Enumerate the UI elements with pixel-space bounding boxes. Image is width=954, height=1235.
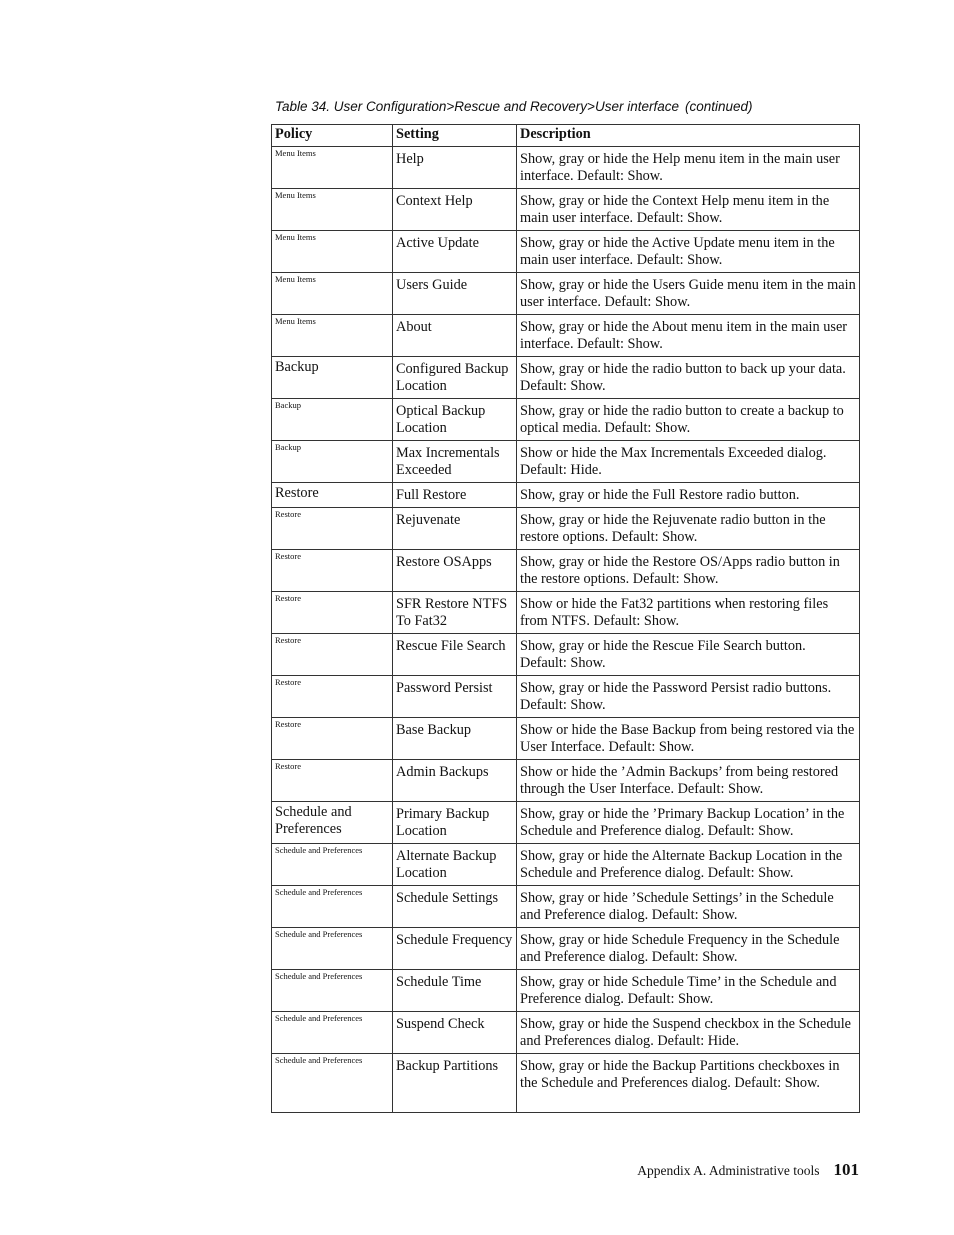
policy-label: Schedule and Preferences	[275, 887, 363, 897]
policy-label: Restore	[275, 509, 301, 519]
table-row	[272, 508, 860, 550]
table-row	[272, 399, 860, 441]
policy-label: Schedule and Preferences	[275, 845, 363, 855]
table-row	[272, 1012, 860, 1054]
policy-label: Restore	[275, 635, 301, 645]
table-row	[272, 550, 860, 592]
description-cell: Show or hide the Base Backup from being restored via the User Interface. Default: Show.	[517, 718, 860, 760]
column-header-description: Description	[517, 125, 860, 147]
policy-cell	[272, 1054, 393, 1113]
description-cell: Show, gray or hide the Password Persist radio buttons. Default: Show.	[517, 676, 860, 718]
setting-cell: SFR Restore NTFS To Fat32	[393, 592, 517, 634]
description-cell: Show, gray or hide the Help menu item in the main user interface. Default: Show.	[517, 147, 860, 189]
policy-label: Backup	[275, 400, 301, 410]
table-row	[272, 483, 860, 508]
policy-cell	[272, 483, 393, 508]
table-row	[272, 357, 860, 399]
table-row	[272, 802, 860, 844]
policy-table	[271, 124, 860, 1113]
page-footer	[637, 1160, 859, 1180]
policy-cell	[272, 634, 393, 676]
footer-text: Appendix A. Administrative tools	[637, 1163, 820, 1178]
policy-label: Schedule and Preferences	[275, 804, 352, 837]
description-cell: Show, gray or hide the radio button to create a backup to optical media. Default: Show.	[517, 399, 860, 441]
setting-cell: Help	[393, 147, 517, 189]
description-cell: Show, gray or hide the ’Primary Backup Location’ in the Schedule and Preference dialog. Default: Show.	[517, 802, 860, 844]
table-row	[272, 231, 860, 273]
description-cell: Show, gray or hide the Rescue File Search button. Default: Show.	[517, 634, 860, 676]
caption-text: Table 34. User Configuration>Rescue and Recovery>User interface	[275, 99, 679, 114]
table-row	[272, 928, 860, 970]
policy-cell	[272, 760, 393, 802]
policy-label: Restore	[275, 677, 301, 687]
setting-cell: Schedule Frequency	[393, 928, 517, 970]
description-cell: Show, gray or hide the Backup Partitions checkboxes in the Schedule and Preferences dialog. Default: Show.	[517, 1054, 860, 1113]
table-row	[272, 1054, 860, 1113]
policy-label: Restore	[275, 761, 301, 771]
description-cell: Show, gray or hide the Suspend checkbox in the Schedule and Preferences dialog. Default: Hide.	[517, 1012, 860, 1054]
description-cell: Show, gray or hide the radio button to back up your data. Default: Show.	[517, 357, 860, 399]
setting-cell: Max Incrementals Exceeded	[393, 441, 517, 483]
policy-cell	[272, 970, 393, 1012]
setting-cell: Password Persist	[393, 676, 517, 718]
setting-cell: Restore OSApps	[393, 550, 517, 592]
policy-cell	[272, 592, 393, 634]
table-row	[272, 970, 860, 1012]
table-caption	[275, 99, 753, 114]
policy-label: Menu Items	[275, 316, 316, 326]
table-body	[272, 147, 860, 1113]
policy-label: Restore	[275, 593, 301, 603]
policy-cell	[272, 441, 393, 483]
table-header-row	[272, 125, 860, 147]
setting-cell: About	[393, 315, 517, 357]
policy-cell	[272, 399, 393, 441]
setting-cell: Optical Backup Location	[393, 399, 517, 441]
table-row	[272, 634, 860, 676]
description-cell: Show or hide the Fat32 partitions when restoring files from NTFS. Default: Show.	[517, 592, 860, 634]
policy-cell	[272, 550, 393, 592]
page-number: 101	[833, 1160, 859, 1179]
column-header-policy: Policy	[272, 125, 393, 147]
policy-label: Menu Items	[275, 232, 316, 242]
description-cell: Show or hide the ’Admin Backups’ from being restored through the User Interface. Default: Show.	[517, 760, 860, 802]
policy-label: Menu Items	[275, 190, 316, 200]
table-row	[272, 147, 860, 189]
description-cell: Show or hide the Max Incrementals Exceeded dialog. Default: Hide.	[517, 441, 860, 483]
table-row	[272, 315, 860, 357]
policy-label: Schedule and Preferences	[275, 1055, 363, 1065]
description-cell: Show, gray or hide Schedule Frequency in the Schedule and Preference dialog. Default: Show.	[517, 928, 860, 970]
policy-cell	[272, 676, 393, 718]
description-cell: Show, gray or hide the Users Guide menu item in the main user interface. Default: Show.	[517, 273, 860, 315]
setting-cell: Base Backup	[393, 718, 517, 760]
table-row	[272, 592, 860, 634]
description-cell: Show, gray or hide ’Schedule Settings’ in the Schedule and Preference dialog. Default: Show.	[517, 886, 860, 928]
policy-cell	[272, 886, 393, 928]
policy-label: Restore	[275, 485, 319, 501]
policy-label: Schedule and Preferences	[275, 971, 363, 981]
table-row	[272, 844, 860, 886]
description-cell: Show, gray or hide Schedule Time’ in the Schedule and Preference dialog. Default: Show.	[517, 970, 860, 1012]
setting-cell: Rescue File Search	[393, 634, 517, 676]
description-cell: Show, gray or hide the Rejuvenate radio button in the restore options. Default: Show.	[517, 508, 860, 550]
policy-cell	[272, 315, 393, 357]
column-header-setting: Setting	[393, 125, 517, 147]
table-row	[272, 886, 860, 928]
setting-cell: Backup Partitions	[393, 1054, 517, 1113]
policy-cell	[272, 802, 393, 844]
setting-cell: Active Update	[393, 231, 517, 273]
description-cell: Show, gray or hide the About menu item in the main user interface. Default: Show.	[517, 315, 860, 357]
description-cell: Show, gray or hide the Active Update menu item in the main user interface. Default: Show.	[517, 231, 860, 273]
table-row	[272, 760, 860, 802]
policy-label: Backup	[275, 442, 301, 452]
setting-cell: Full Restore	[393, 483, 517, 508]
table-row	[272, 273, 860, 315]
policy-cell	[272, 357, 393, 399]
caption-continued: (continued)	[684, 99, 753, 114]
policy-cell	[272, 189, 393, 231]
policy-cell	[272, 147, 393, 189]
policy-label: Restore	[275, 719, 301, 729]
setting-cell: Context Help	[393, 189, 517, 231]
setting-cell: Admin Backups	[393, 760, 517, 802]
policy-cell	[272, 508, 393, 550]
policy-cell	[272, 273, 393, 315]
setting-cell: Schedule Settings	[393, 886, 517, 928]
description-cell: Show, gray or hide the Alternate Backup Location in the Schedule and Preference dialog. Default: Show.	[517, 844, 860, 886]
policy-label: Menu Items	[275, 148, 316, 158]
table-row	[272, 189, 860, 231]
description-cell: Show, gray or hide the Restore OS/Apps radio button in the restore options. Default: Show.	[517, 550, 860, 592]
setting-cell: Users Guide	[393, 273, 517, 315]
table-row	[272, 676, 860, 718]
setting-cell: Schedule Time	[393, 970, 517, 1012]
setting-cell: Suspend Check	[393, 1012, 517, 1054]
setting-cell: Rejuvenate	[393, 508, 517, 550]
description-cell: Show, gray or hide the Full Restore radio button.	[517, 483, 860, 508]
setting-cell: Primary Backup Location	[393, 802, 517, 844]
policy-label: Schedule and Preferences	[275, 929, 363, 939]
table-row	[272, 718, 860, 760]
policy-label: Schedule and Preferences	[275, 1013, 363, 1023]
policy-cell	[272, 718, 393, 760]
setting-cell: Alternate Backup Location	[393, 844, 517, 886]
policy-cell	[272, 1012, 393, 1054]
policy-cell	[272, 928, 393, 970]
table-row	[272, 441, 860, 483]
policy-label: Backup	[275, 359, 319, 375]
policy-cell	[272, 231, 393, 273]
setting-cell: Configured Backup Location	[393, 357, 517, 399]
description-cell: Show, gray or hide the Context Help menu item in the main user interface. Default: Show.	[517, 189, 860, 231]
policy-label: Menu Items	[275, 274, 316, 284]
policy-cell	[272, 844, 393, 886]
policy-label: Restore	[275, 551, 301, 561]
